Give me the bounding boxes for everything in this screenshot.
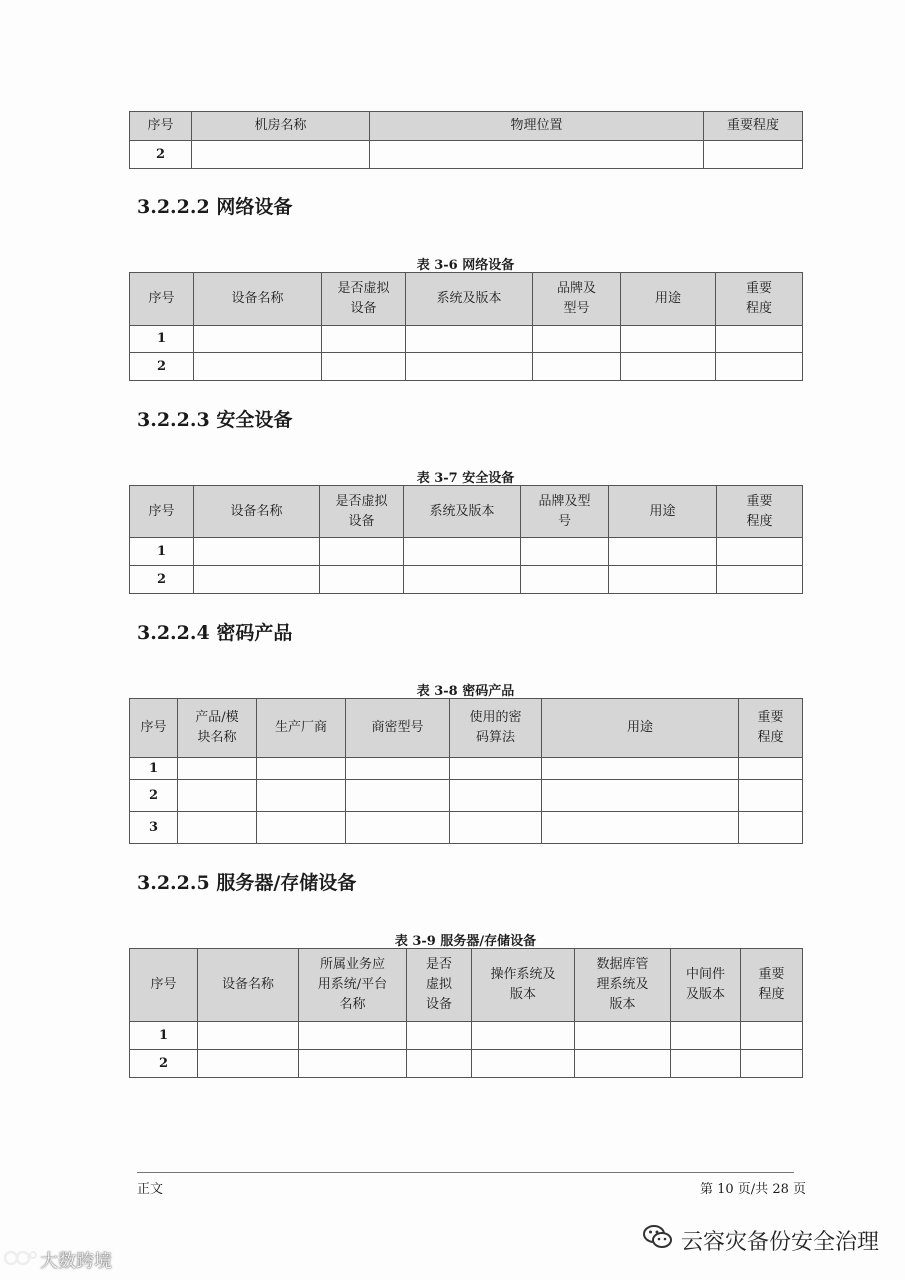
table-cell <box>542 812 739 844</box>
header-cell: 设备名称 <box>194 273 322 326</box>
watermark-account <box>643 1224 879 1256</box>
watermark-source-text: 大数跨境 <box>40 1251 112 1272</box>
table-header-row <box>130 949 803 1022</box>
table-cell <box>609 566 717 594</box>
header-cell: 系统及版本 <box>406 273 533 326</box>
header-cell: 机房名称 <box>192 112 370 141</box>
table-cell <box>741 1050 803 1078</box>
table-cell <box>739 780 803 812</box>
table-row <box>130 1022 803 1050</box>
table-cell <box>346 812 450 844</box>
table-cell <box>192 141 370 169</box>
table-cell <box>322 353 406 381</box>
row-number: 2 <box>130 141 192 169</box>
table-cell <box>178 758 257 780</box>
table-cell <box>299 1022 407 1050</box>
header-cell: 是否虚拟 设备 <box>322 273 406 326</box>
table-cell <box>346 758 450 780</box>
header-cell: 商密型号 <box>346 699 450 758</box>
table-cell <box>741 1022 803 1050</box>
table-cell <box>575 1022 671 1050</box>
table-cell <box>472 1050 575 1078</box>
table-cell <box>533 353 621 381</box>
table-cell <box>320 566 404 594</box>
header-cell: 产品/模 块名称 <box>178 699 257 758</box>
header-cell: 生产厂商 <box>257 699 346 758</box>
table-row <box>130 758 803 780</box>
header-cell: 所属业务应 用系统/平台 名称 <box>299 949 407 1022</box>
row-number: 1 <box>130 538 194 566</box>
page-number: 第 10 页/共 28 页 <box>700 1182 806 1197</box>
table-cell <box>178 780 257 812</box>
table-row <box>130 780 803 812</box>
table-machine-room <box>129 111 803 169</box>
header-cell: 品牌及型 号 <box>521 486 609 538</box>
wechat-icon <box>643 1224 673 1256</box>
header-cell: 数据库管 理系统及 版本 <box>575 949 671 1022</box>
table-cell <box>346 780 450 812</box>
table-cell <box>198 1022 299 1050</box>
table-cell <box>621 353 716 381</box>
header-cell: 序号 <box>130 949 198 1022</box>
table-cell <box>671 1050 741 1078</box>
header-cell: 系统及版本 <box>404 486 521 538</box>
header-cell: 中间件 及版本 <box>671 949 741 1022</box>
table-cell <box>739 758 803 780</box>
row-number: 1 <box>130 758 178 780</box>
table-row <box>130 326 803 353</box>
header-cell: 重要 程度 <box>741 949 803 1022</box>
table-header-row <box>130 273 803 326</box>
header-cell: 重要程度 <box>704 112 803 141</box>
table-cell <box>542 780 739 812</box>
header-cell: 物理位置 <box>370 112 704 141</box>
row-number: 2 <box>130 353 194 381</box>
row-number: 2 <box>130 566 194 594</box>
table-row <box>130 538 803 566</box>
table-cell <box>621 326 716 353</box>
table-cell <box>299 1050 407 1078</box>
table-cell <box>521 538 609 566</box>
header-cell: 设备名称 <box>194 486 320 538</box>
table-cell <box>322 326 406 353</box>
table-cell <box>609 538 717 566</box>
row-number: 2 <box>130 780 178 812</box>
table-cell <box>521 566 609 594</box>
table-cell <box>407 1050 472 1078</box>
row-number: 1 <box>130 326 194 353</box>
header-cell: 序号 <box>130 112 192 141</box>
table-cell <box>472 1022 575 1050</box>
section-heading-crypto: 3.2.2.4 密码产品 <box>137 622 293 644</box>
table-caption: 表 3-7 安全设备 <box>416 471 515 486</box>
header-cell: 序号 <box>130 699 178 758</box>
header-cell: 品牌及 型号 <box>533 273 621 326</box>
table-cell <box>575 1050 671 1078</box>
header-cell: 设备名称 <box>198 949 299 1022</box>
table-cell <box>404 566 521 594</box>
table-cell <box>198 1050 299 1078</box>
table-cell <box>257 758 346 780</box>
footer-section-label: 正文 <box>137 1182 164 1197</box>
table-crypto-products <box>129 698 803 844</box>
table-cell <box>450 812 542 844</box>
table-row <box>130 353 803 381</box>
table-header-row <box>130 112 803 141</box>
table-row <box>130 566 803 594</box>
table-cell <box>194 353 322 381</box>
header-cell: 用途 <box>542 699 739 758</box>
table-cell <box>194 566 320 594</box>
table-server-storage <box>129 948 803 1078</box>
table-cell <box>716 353 803 381</box>
table-cell <box>717 538 803 566</box>
table-cell <box>257 780 346 812</box>
table-row <box>130 141 803 169</box>
table-cell <box>407 1022 472 1050</box>
table-cell <box>533 326 621 353</box>
header-cell: 用途 <box>621 273 716 326</box>
footer-divider <box>137 1172 794 1173</box>
table-row <box>130 812 803 844</box>
table-cell <box>704 141 803 169</box>
table-cell <box>406 353 533 381</box>
section-heading-server-storage: 3.2.2.5 服务器/存储设备 <box>137 872 357 894</box>
table-cell <box>450 758 542 780</box>
section-heading-network: 3.2.2.2 网络设备 <box>137 196 293 218</box>
table-cell <box>404 538 521 566</box>
table-caption: 表 3-9 服务器/存储设备 <box>394 934 537 949</box>
table-cell <box>716 326 803 353</box>
header-cell: 重要 程度 <box>716 273 803 326</box>
table-network-devices <box>129 272 803 381</box>
row-number: 3 <box>130 812 178 844</box>
table-cell <box>671 1022 741 1050</box>
header-cell: 重要 程度 <box>717 486 803 538</box>
table-cell <box>320 538 404 566</box>
table-cell <box>542 758 739 780</box>
watermark-source <box>4 1247 112 1273</box>
header-cell: 序号 <box>130 486 194 538</box>
table-security-devices <box>129 485 803 594</box>
table-cell <box>194 538 320 566</box>
table-caption: 表 3-6 网络设备 <box>416 258 515 273</box>
table-cell <box>450 780 542 812</box>
table-cell <box>370 141 704 169</box>
row-number: 2 <box>130 1050 198 1078</box>
table-cell <box>178 812 257 844</box>
table-cell <box>406 326 533 353</box>
header-cell: 用途 <box>609 486 717 538</box>
table-row <box>130 1050 803 1078</box>
section-heading-security: 3.2.2.3 安全设备 <box>137 409 293 431</box>
table-caption: 表 3-8 密码产品 <box>416 684 515 699</box>
header-cell: 是否虚拟 设备 <box>320 486 404 538</box>
table-cell <box>739 812 803 844</box>
row-number: 1 <box>130 1022 198 1050</box>
table-cell <box>717 566 803 594</box>
watermark-text: 云容灾备份安全治理 <box>681 1229 880 1255</box>
header-cell: 使用的密 码算法 <box>450 699 542 758</box>
table-cell <box>194 326 322 353</box>
table-header-row <box>130 486 803 538</box>
header-cell: 是否 虚拟 设备 <box>407 949 472 1022</box>
logo-icon <box>4 1249 38 1272</box>
header-cell: 操作系统及 版本 <box>472 949 575 1022</box>
header-cell: 重要 程度 <box>739 699 803 758</box>
table-header-row <box>130 699 803 758</box>
header-cell: 序号 <box>130 273 194 326</box>
table-cell <box>257 812 346 844</box>
